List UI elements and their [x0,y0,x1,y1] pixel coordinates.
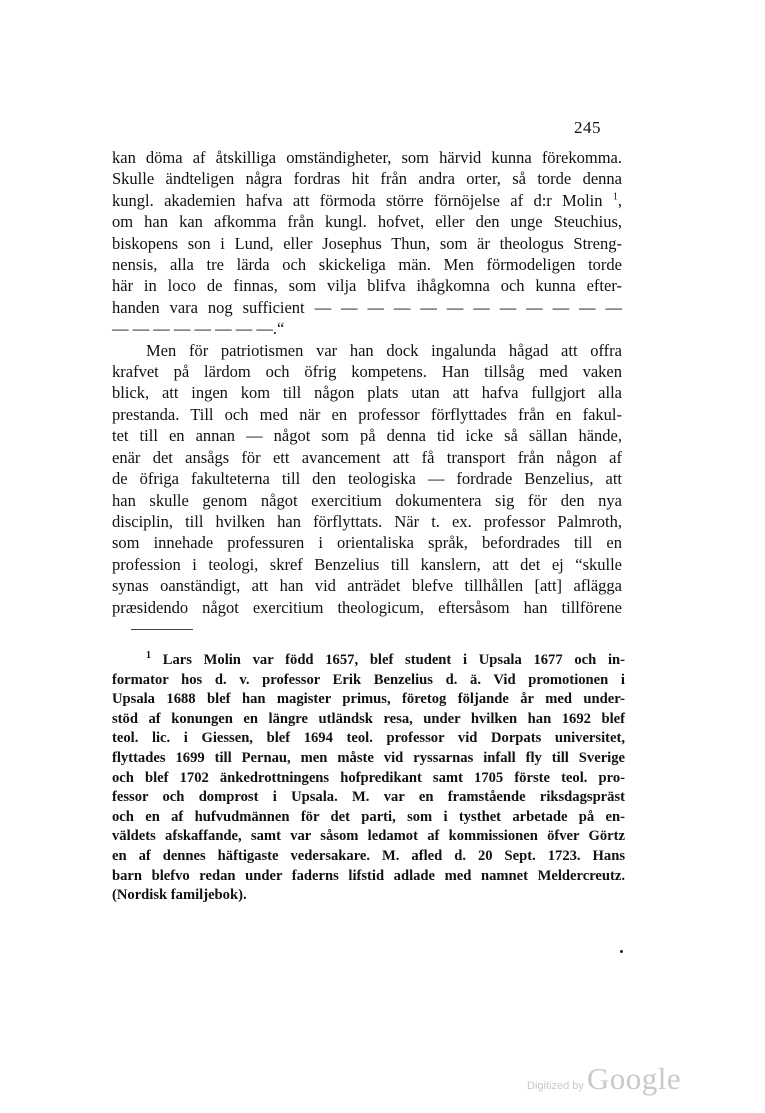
google-logo: Google [586,1061,682,1096]
text-line: här in loco de finnas, som vilja blifva ihågkomna och kunna efter- [112,276,622,296]
text-line: som innehade professuren i orientaliska språk, befordrades till en [112,533,622,553]
text-span: kungl. akademien hafva att förmoda större förnöjelse af d:r Molin [112,190,603,210]
footnote-line: Upsala 1688 blef han magister primus, företog följande år med under- [112,691,625,708]
footnote-reference: 1 [612,191,618,203]
footnote-marker: 1 [146,650,151,662]
text-line: Men för patriotismen var han dock ingalunda hågad att offra [146,340,622,360]
text-line: de öfriga fakulteterna till den teologiska — fordrade Benzelius, att [112,469,622,489]
text-line: handen vara nog sufficient — — — — — — — — — — — — [112,297,622,317]
footnote-line: och blef 1702 änkedrottningens hofpredikant samt 1705 förste teol. pro- [112,769,625,786]
footnote-line: teol. lic. i Giessen, blef 1694 teol. professor vid Dorpats universitet, [112,730,625,747]
footnote-line: väldets afskaffande, samt var såsom ledamot af kommissionen öfver Görtz [112,828,625,845]
text-line: krafvet på lärdom och öfrig kompetens. Han tillsåg med vaken [112,362,622,382]
footnote-line: barn blefvo redan under faderns lifstid adlade med namnet Meldercreutz. [112,867,625,884]
digitized-watermark [527,1061,681,1097]
text-line: blick, att ingen kom till någon plats utan att hafva fullgjort alla [112,383,622,403]
text-line [112,190,622,211]
ink-speck [620,950,623,953]
footnote-line: (Nordisk familjebok). [112,887,247,904]
page-number: 245 [574,118,601,137]
text-line: biskopens son i Lund, eller Josephus Thun, som är theologus Streng- [112,233,622,253]
text-line: profession i teologi, skref Benzelius till kanslern, att det ej “skulle [112,554,622,574]
text-line: præsidendo något exercitium theologicum, eftersåsom han tillförene [112,597,622,617]
footnote-line: formator hos d. v. professor Erik Benzelius d. ä. Vid promotionen i [112,671,625,688]
text-line: tet till en annan — något som på denna tid icke så sällan hände, [112,426,622,446]
text-line: om han kan afkomma från kungl. hofvet, eller den unge Steuchius, [112,212,622,232]
text-line: disciplin, till hvilken han förflyttats. När t. ex. professor Palmroth, [112,511,622,531]
footnote-line [112,651,625,671]
footnote [112,651,625,906]
text-line: — — — — — — — —.“ [112,319,285,339]
text-line: enär det ansågs för ett avancement att få transport från någon af [112,447,622,467]
text-line: han skulle genom något exercitium dokumentera sig för den nya [112,490,622,510]
text-line: prestanda. Till och med när en professor förflyttades från en fakul- [112,404,622,424]
footnote-line: en af dennes häftigaste vedersakare. M. afled d. 20 Sept. 1723. Hans [112,847,625,864]
text-line: nensis, alla tre lärda och skickeliga män. Men förmodeligen torde [112,255,622,275]
footnote-line: flyttades 1699 till Pernau, men måste vid ryssarnas infall fly till Sverige [112,749,625,766]
watermark-prefix: Digitized by [527,1080,584,1092]
text-line: synas oanständigt, att han vid anträdet blefve tillhållen [att] aflägga [112,576,622,596]
main-text [112,147,622,618]
text-span: , [617,190,623,210]
footnote-divider [131,629,193,630]
text-line: Skulle ändteligen några fordras hit från andra orter, så torde denna [112,169,622,189]
text-line: kan döma af åtskilliga omständigheter, som härvid kunna förekomma. [112,148,622,167]
text-span: Lars Molin var född 1657, blef student i Upsala 1677 och in- [162,652,625,668]
footnote-line: fessor och domprost i Upsala. M. var en framstående riksdagspräst [112,789,625,806]
footnote-line: stöd af konungen en längre utländsk resa, under hvilken han 1692 blef [112,710,625,727]
footnote-line: och en af hufvudmännen för det parti, som i tysthet arbetade på en- [112,808,625,825]
